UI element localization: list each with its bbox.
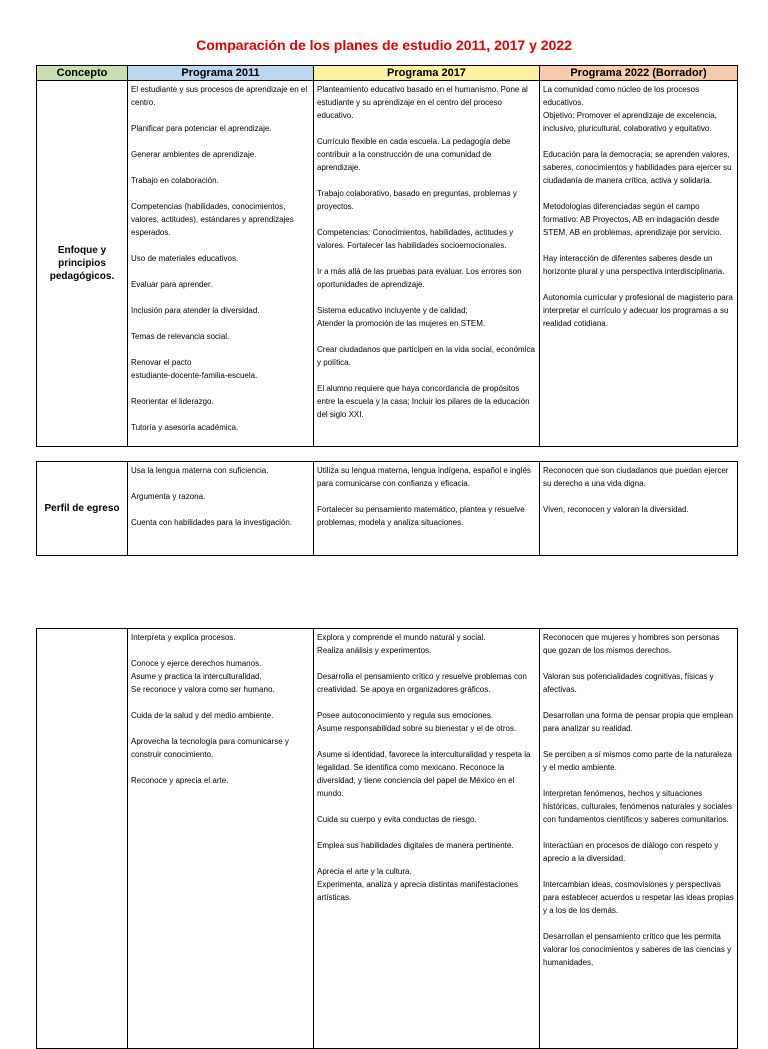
cell-perfil-2017 — [314, 462, 540, 556]
header-programa-2022: Programa 2022 (Borrador) — [540, 66, 738, 81]
list-item: Emplea sus habilidades digitales de manera pertinente. — [317, 841, 514, 850]
cell-perfil-2022 — [540, 462, 738, 556]
list-item: Viven, reconocen y valoran la diversidad. — [543, 505, 689, 514]
list-item: Tutoría y asesoría académica. — [131, 423, 239, 432]
list-item: Aprovecha la tecnología para comunicarse y construir conocimiento. — [131, 737, 289, 759]
list-item: Utiliza su lengua materna, lengua indígena, español e inglés para comunicarse con confianza y eficacia. — [317, 466, 531, 488]
list-item: El alumno requiere que haya concordancia de propósitos entre la escuela y la casa; Incluir los pilares de la educación del siglo XXI. — [317, 384, 530, 419]
header-concepto: Concepto — [37, 66, 128, 81]
cell-enfoque-2022 — [540, 81, 738, 447]
list-item: Currículo flexible en cada escuela. La pedagogía debe contribuir a la construcción de una comunidad de aprendizaje. — [317, 137, 511, 172]
list-item: Trabajo en colaboración. — [131, 176, 219, 185]
list-item: Sistema educativo incluyente y de calidad; Atender la promoción de las mujeres en STEM. — [317, 306, 486, 328]
concept-enfoque: Enfoque y principios pedagógicos. — [37, 81, 128, 447]
list-item: Argumenta y razona. — [131, 492, 206, 501]
list-item: Competencias (habilidades, conocimientos, valores, actitudes), estándares y aprendizajes esperados. — [131, 202, 294, 237]
comparison-table-enfoque — [36, 65, 738, 447]
table-row — [37, 462, 738, 556]
list-item: Ir a más allá de las pruebas para evaluar. Los errores son oportunidades de aprendizaje. — [317, 267, 522, 289]
cell-enfoque-2011 — [128, 81, 314, 447]
cell-perfil2-2022 — [540, 629, 738, 1049]
comparison-table-perfil — [36, 461, 738, 556]
list-item: Asume si identidad, favorece la interculturalidad y respeta la legalidad. Se identifica como mexicano. Reconoce la diversidad, y tiene conciencia del papel de México en el mundo. — [317, 750, 531, 798]
list-item: Reorientar el liderazgo. — [131, 397, 214, 406]
list-item: Temas de relevancia social. — [131, 332, 230, 341]
cell-perfil2-2017 — [314, 629, 540, 1049]
list-item: Desarrolla el pensamiento crítico y resuelve problemas con creatividad. Se apoya en organizadores gráficos. — [317, 672, 527, 694]
table-row — [37, 81, 738, 447]
list-item: Desarrollan el pensamiento crítico que les permita valorar los conocimientos y saberes de las ciencias y humanidades, — [543, 932, 732, 967]
list-item: Planificar para potenciar el aprendizaje. — [131, 124, 272, 133]
list-item: Reconocen que son ciudadanos que puedan ejercer su derecho a una vida digna. — [543, 466, 729, 488]
list-item: Trabajo colaborativo, basado en preguntas, problemas y proyectos. — [317, 189, 517, 211]
list-item: Usa la lengua materna con suficiencia. — [131, 466, 269, 475]
header-programa-2011: Programa 2011 — [128, 66, 314, 81]
list-item: Planteamiento educativo basado en el humanismo. Pone al estudiante y su aprendizaje en el centro del proceso educativo. — [317, 85, 528, 120]
list-item: Metodologías diferenciadas según el campo formativo: AB Proyectos, AB en indagación desde STEM, AB en problemas, aprendizaje por servicio. — [543, 202, 722, 237]
list-item: Se perciben a sí mismos como parte de la naturaleza y el medio ambiente. — [543, 750, 732, 772]
list-item: Uso de materiales educativos. — [131, 254, 239, 263]
comparison-table-perfil-continuation — [36, 628, 738, 1049]
list-item: Cuida de la salud y del medio ambiente. — [131, 711, 274, 720]
list-item: Inclusión para atender la diversidad. — [131, 306, 260, 315]
list-item: Cuida su cuerpo y evita conductas de riesgo. — [317, 815, 477, 824]
cell-enfoque-2017 — [314, 81, 540, 447]
list-item: Desarrollan una forma de pensar propia que emplean para analizar su realidad. — [543, 711, 733, 733]
list-item: Explora y comprende el mundo natural y social. Realiza análisis y experimentos. — [317, 633, 486, 655]
list-item: Posee autoconocimiento y regula sus emociones. Asume responsabilidad sobre su bienestar y el de otros. — [317, 711, 517, 733]
list-item: Generar ambientes de aprendizaje. — [131, 150, 257, 159]
list-item: Interactúan en procesos de diálogo con respeto y aprecio a la diversidad. — [543, 841, 719, 863]
header-row — [37, 66, 738, 81]
list-item: Aprecia el arte y la cultura. Experimenta, analiza y aprecia distintas manifestaciones artísticas. — [317, 867, 518, 902]
list-item: La comunidad como núcleo de los procesos educativos. Objetivo: Promover el aprendizaje de excelencia, inclusivo, pluricultural, colaborativo y equitativo. — [543, 85, 717, 133]
list-item: Hay interacción de diferentes saberes desde un horizonte plural y una perspectiva interdisciplinaria. — [543, 254, 725, 276]
cell-perfil-2011 — [128, 462, 314, 556]
table-row — [37, 629, 738, 1049]
list-item: Reconocen que mujeres y hombres son personas que gozan de los mismos derechos. — [543, 633, 720, 655]
concept-perfil-continuation — [37, 629, 128, 1049]
list-item: Evaluar para aprender. — [131, 280, 213, 289]
list-item: Valoran sus potencialidades cognitivas, físicas y afectivas. — [543, 672, 714, 694]
cell-perfil2-2011 — [128, 629, 314, 1049]
header-programa-2017: Programa 2017 — [314, 66, 540, 81]
list-item: Crear ciudadanos que participen en la vida social, económica y política. — [317, 345, 535, 367]
list-item: Renovar el pacto estudiante-docente-familia-escuela. — [131, 358, 258, 380]
list-item: Fortalecer su pensamiento matemático, plantea y resuelve problemas, modela y analiza situaciones. — [317, 505, 525, 527]
list-item: Conoce y ejerce derechos humanos. Asume y practica la interculturalidad. Se reconoce y valora como ser humano. — [131, 659, 275, 694]
list-item: Competencias: Conocimientos, habilidades, actitudes y valores. Fortalecer las habilidades socioemocionales. — [317, 228, 514, 250]
list-item: Intercambian ideas, cosmovisiones y perspectivas para establecer acuerdos u respetar las ideas propias y a los de los demás. — [543, 880, 734, 915]
page-title: Comparación de los planes de estudio 2011, 2017 y 2022 — [196, 37, 572, 53]
list-item: El estudiante y sus procesos de aprendizaje en el centro. — [131, 85, 308, 107]
list-item: Autonomía curricular y profesional de magisterio para interpretar el currículo y adecuar los programas a su realidad cotidiana. — [543, 293, 733, 328]
list-item: Interpretan fenómenos, hechos y situaciones históricas, culturales, fenómenos naturales y sociales con fundamentos científicos y saberes comunitarios. — [543, 789, 732, 824]
concept-perfil: Perfil de egreso — [37, 462, 128, 556]
list-item: Interpreta y explica procesos. — [131, 633, 236, 642]
list-item: Reconoce y aprecia el arte. — [131, 776, 229, 785]
list-item: Cuenta con habilidades para la investigación. — [131, 518, 292, 527]
list-item: Educación para la democracia; se aprenden valores, saberes, conocimientos y habilidades para ejercer su ciudadanía de manera crítica, activa y solidaria. — [543, 150, 732, 185]
